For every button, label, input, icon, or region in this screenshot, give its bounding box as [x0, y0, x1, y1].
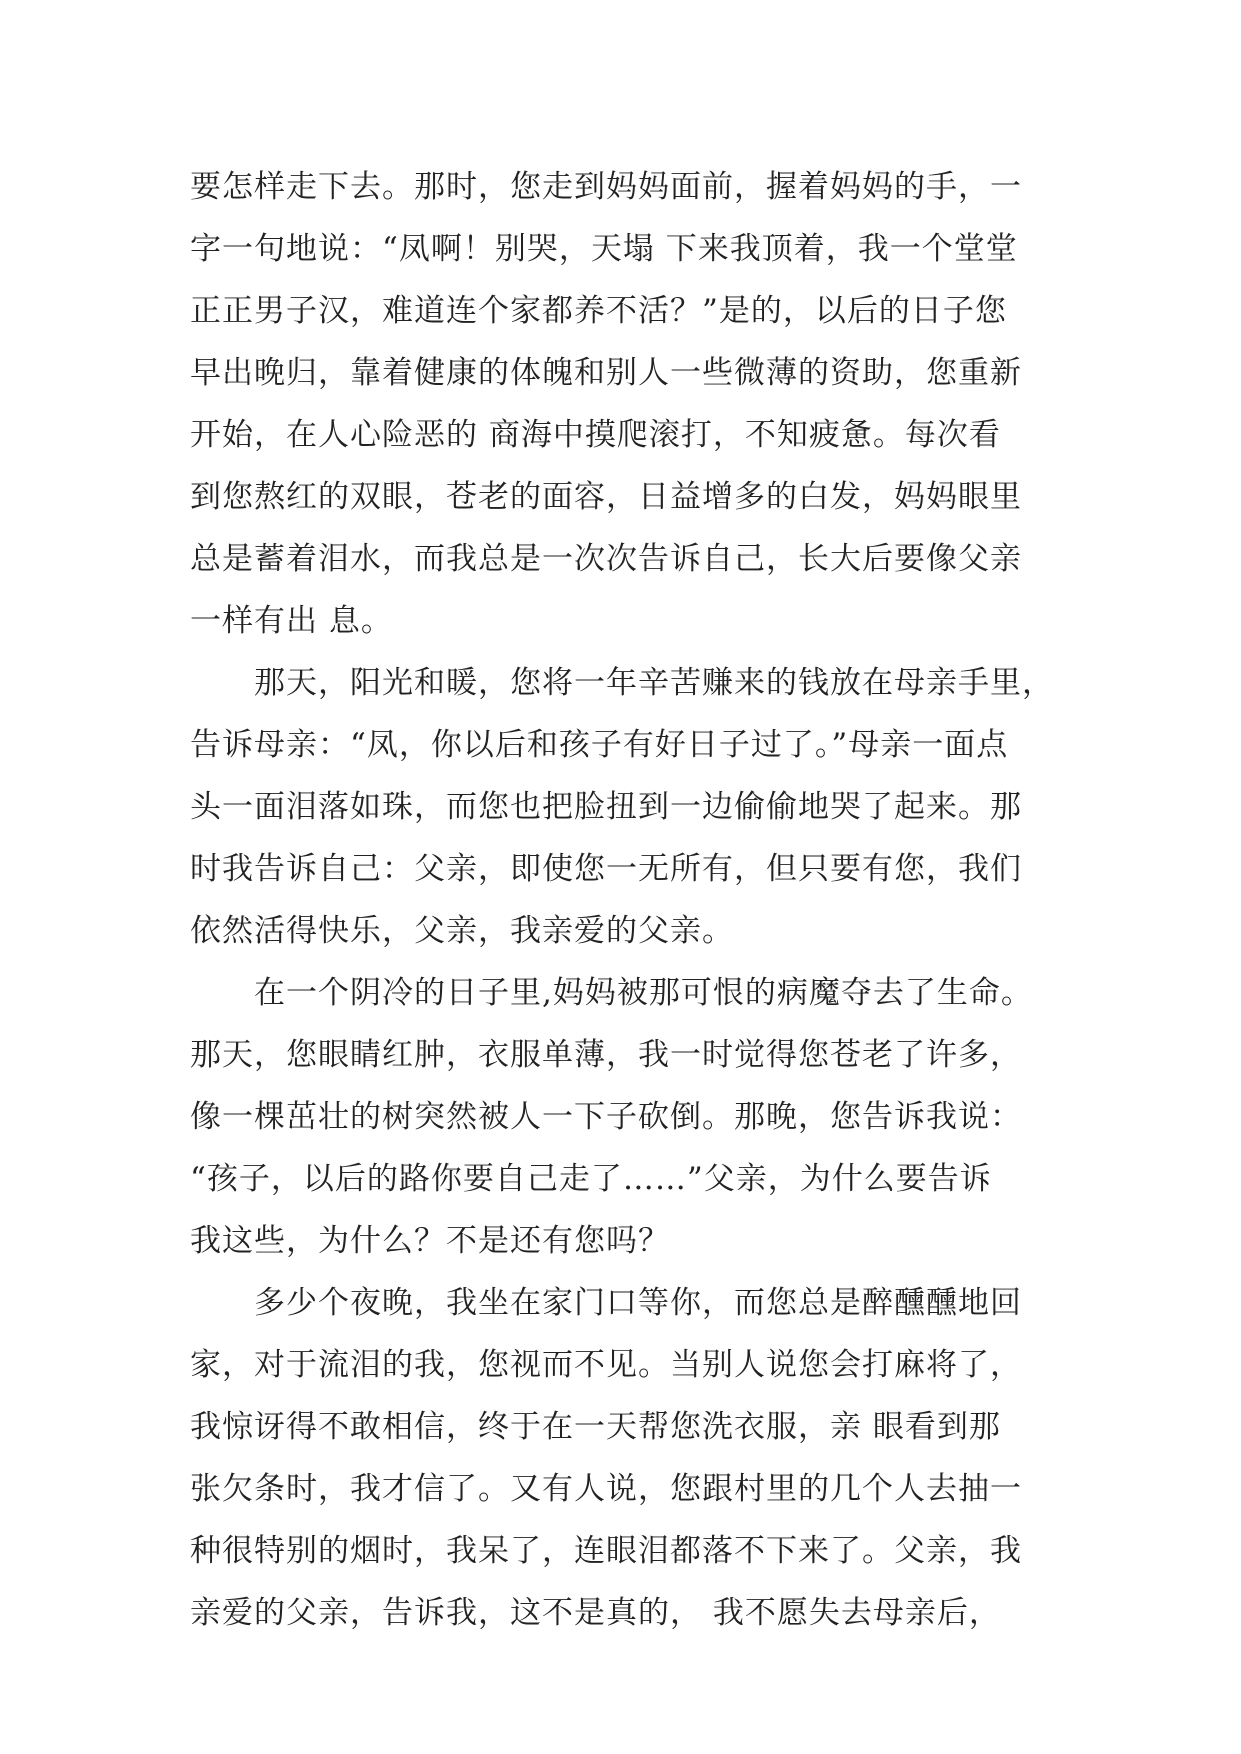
text-line: 依然活得快乐，父亲，我亲爱的父亲。: [190, 913, 734, 949]
text-line: 家，对于流泪的我，您视而不见。当别人说您会打麻将了，: [190, 1347, 1022, 1383]
text-line: 正正男子汉，难道连个家都养不活？”是的，以后的日子您: [190, 293, 1007, 329]
body-text: [190, 156, 1060, 1644]
text-line: 张欠条时，我才信了。又有人说，您跟村里的几个人去抽一: [190, 1471, 1022, 1507]
text-line: 那天，您眼睛红肿，衣服单薄，我一时觉得您苍老了许多，: [190, 1037, 1022, 1073]
text-line: 早出晚归，靠着健康的体魄和别人一些微薄的资助，您重新: [190, 355, 1022, 391]
text-line: 亲爱的父亲，告诉我，这不是真的， 我不愿失去母亲后，: [190, 1595, 1001, 1631]
text-line: 头一面泪落如珠，而您也把脸扭到一边偷偷地哭了起来。那: [190, 789, 1022, 825]
text-line: 一样有出 息。: [190, 603, 393, 639]
text-line: “孩子，以后的路你要自己走了……”父亲，为什么要告诉: [190, 1161, 992, 1197]
text-line: 在一个阴冷的日子里,妈妈被那可恨的病魔夺去了生命。: [190, 975, 1033, 1011]
text-line: 告诉母亲：“凤，你以后和孩子有好日子过了。”母亲一面点: [190, 727, 1009, 763]
text-line: 字一句地说：“凤啊！别哭，天塌 下来我顶着，我一个堂堂: [190, 231, 1018, 267]
text-line: 时我告诉自己：父亲，即使您一无所有，但只要有您，我们: [190, 851, 1022, 887]
text-line: 总是蓄着泪水，而我总是一次次告诉自己，长大后要像父亲: [190, 541, 1022, 577]
text-line: 那天，阳光和暖，您将一年辛苦赚来的钱放在母亲手里，: [190, 665, 1054, 701]
text-line: 种很特别的烟时，我呆了，连眼泪都落不下来了。父亲，我: [190, 1533, 1022, 1569]
text-line: 我惊讶得不敢相信，终于在一天帮您洗衣服，亲 眼看到那: [190, 1409, 1001, 1445]
text-line: 我这些，为什么？不是还有您吗？: [190, 1223, 670, 1259]
text-line: 多少个夜晚，我坐在家门口等你，而您总是醉醺醺地回: [190, 1285, 1022, 1321]
text-line: 要怎样走下去。那时，您走到妈妈面前，握着妈妈的手，一: [190, 169, 1022, 205]
text-line: 像一棵茁壮的树突然被人一下子砍倒。那晚，您告诉我说：: [190, 1099, 1022, 1135]
text-line: 到您熬红的双眼，苍老的面容，日益增多的白发，妈妈眼里: [190, 479, 1022, 515]
text-line: 开始，在人心险恶的 商海中摸爬滚打，不知疲惫。每次看: [190, 417, 1001, 453]
